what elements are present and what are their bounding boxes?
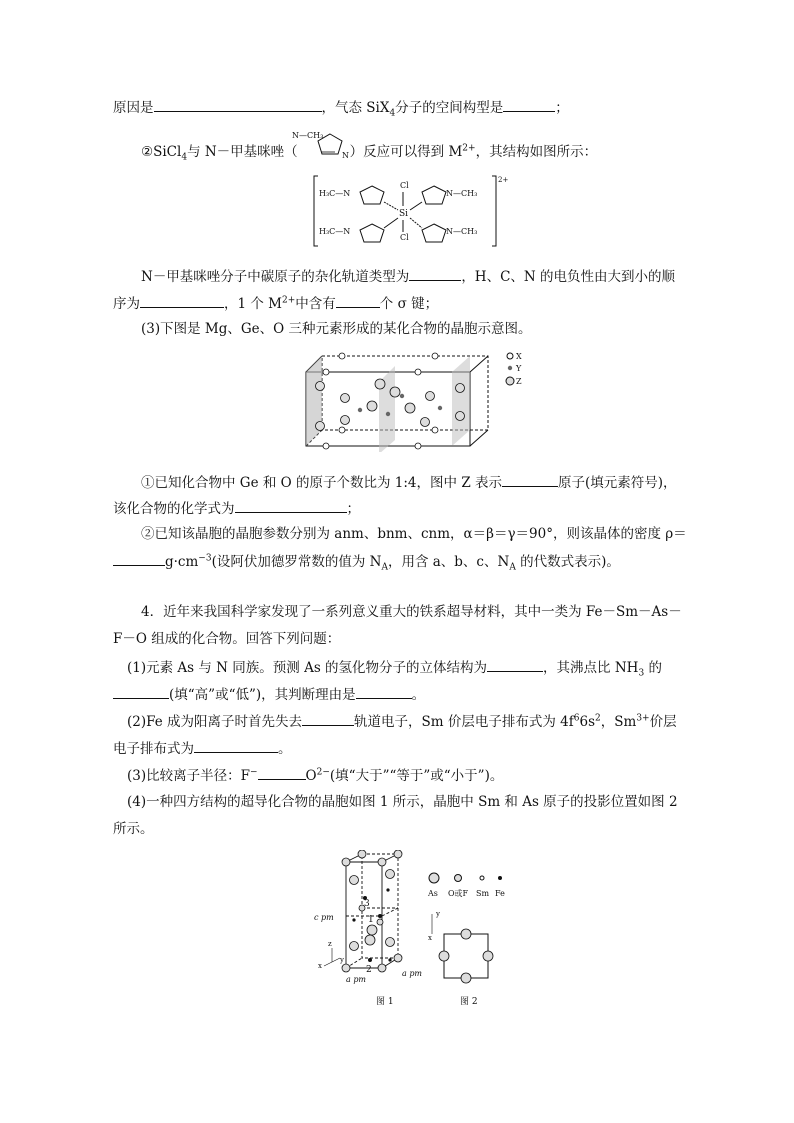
q3-line2: ②SiCl$_4$与 N－甲基咪唑（ ）反应可以得到 $M^{2+}$，其结构如图所示： (141, 143, 598, 163)
q3-line7: 该化合物的化学式为 ； (113, 498, 360, 518)
svg-text:c pm: c pm (314, 913, 334, 922)
q3-line3: N－甲基咪唑分子中碳原子的杂化轨道类型为 ，H、C、N 的电负性由大到小的顺 (141, 266, 675, 286)
answer-blank[interactable] (113, 684, 169, 699)
answer-blank[interactable] (258, 765, 306, 780)
q4-line4: (填“高”或“低”)，其判断理由是 。 (113, 684, 425, 704)
n-methylimidazole-structure (290, 126, 370, 166)
q3-line8: ②已知该晶胞的晶胞参数分别为 anm、bnm、cnm，α＝β＝γ＝90°，则该晶体的密度 ρ＝ (141, 526, 687, 542)
q4-line1: 4．近年来我国科学家发现了一系列意义重大的铁系超导材料，其中一类为 Fe－Sm－As－ (141, 604, 682, 620)
svg-text:x: x (428, 934, 432, 942)
q4-line3: (1)元素 As 与 N 同族。预测 As 的氢化物分子的立体结构为 ，其沸点比 $NH_3$ 的 (127, 657, 662, 677)
svg-text:N—CH₃: N—CH₃ (446, 189, 478, 198)
svg-text:Y: Y (516, 364, 522, 373)
q3-line1: 原因是 ，气态 SiX$_4$分子的空间构型是 ； (113, 97, 569, 117)
svg-text:H₃C—N: H₃C—N (319, 227, 351, 236)
q3-line9: $g\cdot cm^{-3}$(设阿伏加德罗常数的值为 $N_A$，用含 a、b、c、$N_A$ 的代数式表示)。 (113, 551, 620, 571)
svg-text:图 1: 图 1 (376, 997, 394, 1007)
svg-text:z: z (328, 940, 332, 948)
answer-blank[interactable] (487, 657, 543, 672)
svg-text:y: y (340, 956, 344, 964)
svg-text:Fe: Fe (495, 889, 505, 898)
svg-text:Cl: Cl (400, 181, 409, 190)
q3-line6: ①已知化合物中 Ge 和 O 的原子个数比为 1:4，图中 Z 表示 原子(填元素符号)， (141, 472, 677, 492)
q4-line9: 所示。 (113, 821, 154, 837)
crystal-cell-figure (300, 348, 540, 452)
svg-text:a pm: a pm (346, 975, 367, 984)
svg-text:2: 2 (366, 965, 372, 975)
q3-line5: (3)下图是 Mg、Ge、O 三种元素形成的某化合物的晶胞示意图。 (141, 321, 532, 337)
complex-m2-structure (312, 172, 512, 250)
svg-text:x: x (318, 962, 322, 970)
q4-figure (310, 850, 530, 1010)
q4-line5: (2)Fe 成为阳离子时首先失去 轨道电子，Sm 价层电子排布式为 $4f^66s^2$，$Sm^{3+}$价层 (127, 711, 677, 731)
svg-text:Sm: Sm (476, 889, 490, 898)
answer-blank[interactable] (503, 97, 555, 112)
svg-text:N: N (342, 151, 349, 160)
answer-blank[interactable] (140, 293, 224, 308)
answer-blank[interactable] (235, 498, 347, 513)
q3-line4: 序为 ，1 个 $M^{2+}$中含有 个 σ 键； (113, 293, 438, 313)
svg-text:Z: Z (516, 377, 522, 386)
answer-blank[interactable] (356, 684, 412, 699)
svg-text:H₃C—N: H₃C—N (319, 189, 351, 198)
svg-text:图 2: 图 2 (460, 997, 478, 1007)
answer-blank[interactable] (336, 293, 380, 308)
svg-text:y: y (436, 910, 440, 918)
q4-line6: 电子排布式为 。 (113, 738, 292, 758)
q4-line2: F－O 组成的化合物。回答下列问题： (113, 631, 341, 647)
svg-text:3: 3 (364, 899, 370, 909)
answer-blank[interactable] (194, 738, 278, 753)
svg-text:N—CH₃: N—CH₃ (446, 227, 478, 236)
answer-blank[interactable] (409, 266, 461, 281)
svg-text:Si: Si (399, 209, 409, 219)
svg-text:2+: 2+ (498, 176, 509, 184)
answer-blank[interactable] (154, 97, 322, 112)
q4-line7: (3)比较离子半径：F− $O^{2-}$(填“大于”“等于”或“小于”)。 (127, 765, 503, 785)
answer-blank[interactable] (302, 711, 354, 726)
svg-text:As: As (428, 889, 438, 898)
answer-blank[interactable] (113, 551, 165, 566)
answer-blank[interactable] (502, 472, 558, 487)
svg-text:Cl: Cl (400, 233, 409, 242)
q4-line8: (4)一种四方结构的超导化合物的晶胞如图 1 所示，晶胞中 Sm 和 As 原子的投影位置如图 2 (127, 794, 678, 810)
svg-text:N—CH₃: N—CH₃ (292, 131, 324, 140)
svg-text:a pm: a pm (402, 969, 423, 978)
svg-text:X: X (516, 352, 522, 361)
svg-text:1: 1 (368, 915, 374, 925)
svg-text:O或F: O或F (448, 889, 469, 898)
